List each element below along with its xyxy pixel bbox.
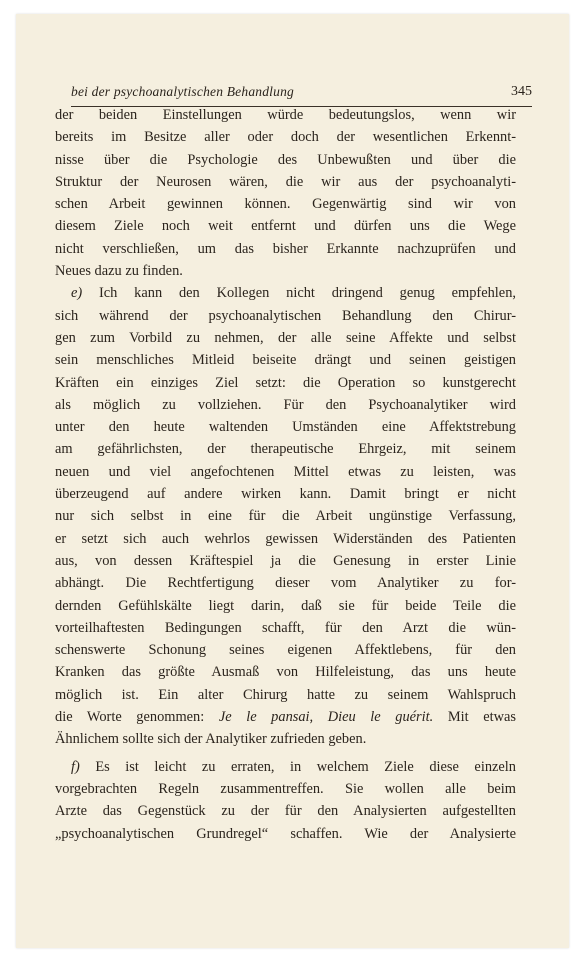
text-line (55, 706, 516, 728)
body-text (55, 104, 516, 845)
text-line: schenswerte Schonung seines eigenen Affektlebens, für den (55, 642, 516, 659)
text-line: vorgebrachten Regeln zusammentreffen. Sie wollen alle beim (55, 780, 516, 797)
text-line (55, 756, 516, 778)
text-line: dernden Gefühlskälte liegt darin, daß sie für beide Teile die (55, 597, 516, 614)
paragraph-marker: e) (71, 285, 83, 302)
text-line: möglich ist. Ein alter Chirurg hatte zu seinem Wahlspruch (55, 686, 516, 703)
text-line: „psychoanalytischen Grundregel“ schaffen. Wie der Analysierte (55, 825, 516, 842)
text-line: als möglich zu vollziehen. Für den Psychoanalytiker wird (55, 396, 516, 413)
text-line: Struktur der Neurosen wären, die wir aus der psychoanalyti- (55, 173, 516, 190)
paragraph-marker: f) (71, 758, 80, 775)
text-fragment: Ich kann den Kollegen nicht dringend genug empfehlen, (82, 285, 516, 302)
text-line: am gefährlichsten, der therapeutische Ehrgeiz, mit seinem (55, 441, 516, 458)
text-line: nur sich selbst in eine für die Arbeit ungünstige Verfassung, (55, 508, 516, 525)
paragraph (55, 104, 516, 282)
paragraph (55, 756, 516, 845)
latin-quote: Je le pansai, Dieu le guérit. (218, 709, 434, 726)
text-line: Arzte das Gegenstück zu der für den Analysierten aufgestellten (55, 803, 516, 820)
text-line: Kräften ein einziges Ziel setzt: die Operation so kunstgerecht (55, 374, 516, 391)
text-line: der beiden Einstellungen würde bedeutungslos, wenn wir (55, 107, 516, 123)
text-line: Ähnlichem sollte sich der Analytiker zufrieden geben. (55, 731, 367, 748)
text-line: schen Arbeit gewinnen können. Gegenwärtig sind wir von (55, 196, 516, 213)
text-line: unter den heute waltenden Umständen eine Affektstrebung (55, 419, 516, 436)
text-line (55, 282, 516, 304)
text-line: diesem Ziele noch weit entfernt und dürfen uns die Wege (55, 218, 516, 235)
text-line: nisse über die Psychologie des Unbewußten und über die (55, 151, 516, 168)
page-number: 345 (511, 84, 532, 99)
text-line: Neues dazu zu finden. (55, 263, 183, 280)
text-line: er setzt sich auch wehrlos gewissen Widerständen des Patienten (55, 530, 516, 547)
text-fragment: die Worte genommen: (55, 709, 219, 726)
text-line: überzeugend auf andere wirken kann. Damit bringt er nicht (55, 486, 516, 503)
running-head: bei der psychoanalytischen Behandlung (71, 84, 294, 99)
text-fragment: Mit etwas (433, 709, 516, 726)
text-line: sein menschliches Mitleid beiseite drängt und seinen geistigen (55, 352, 516, 369)
text-line: vorteilhaftesten Bedingungen schafft, für den Arzt die wün- (55, 619, 516, 636)
text-line: Kranken das größte Ausmaß von Hilfeleistung, das uns heute (55, 664, 516, 681)
text-line: bereits im Besitze aller oder doch der wesentlichen Erkennt- (55, 129, 516, 146)
text-line: abhängt. Die Rechtfertigung dieser vom Analytiker zu for- (55, 575, 516, 592)
text-line: gen zum Vorbild zu nehmen, der alle seine Affekte und selbst (55, 329, 516, 346)
text-fragment: Es ist leicht zu erraten, in welchem Ziele diese einzeln (79, 758, 516, 775)
text-line: sich während der psychoanalytischen Behandlung den Chirur- (55, 307, 516, 324)
text-line: aus, von dessen Kräftespiel ja die Genesung in erster Linie (55, 552, 516, 569)
text-line: neuen und viel angefochtenen Mittel etwas zu leisten, was (55, 463, 516, 480)
paragraph (55, 282, 516, 750)
text-line: nicht verschließen, um das bisher Erkannte nachzuprüfen und (55, 240, 516, 257)
